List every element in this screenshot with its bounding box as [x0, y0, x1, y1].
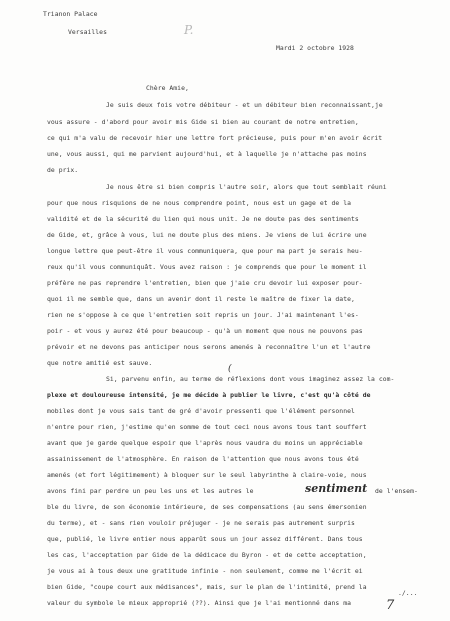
- salutation: Chère Amie,: [146, 84, 189, 92]
- body-line-19: plexe et douloureuse intensité, je me décide à publier le livre, c'est qu'à côté de: [47, 391, 371, 399]
- handwritten-page-number: 7: [386, 598, 395, 613]
- body-line-16: prévoir et ne devons pas anticiper nous serons amenés à reconnaître l'un et l'autre: [47, 343, 371, 351]
- body-line-31: bien Gide, "coupe court aux médisances", mais, sur le plan de l'intimité, prend la: [47, 583, 367, 591]
- body-line-15: poir - et vous y aurez été pour beaucoup - qu'à un moment que nous ne pouvons pas: [47, 327, 363, 335]
- body-line-3: ce qui m'a valu de recevoir hier une lettre fort précieuse, puis pour m'en avoir écrit: [47, 134, 383, 142]
- handwritten-insert: sentiment: [305, 482, 368, 495]
- body-line-6: Je nous être si bien compris l'autre soir, alors que tout semblait réuni: [106, 183, 387, 191]
- body-line-18: Si, parvenu enfin, au terme de réflexions dont vous imaginez assez la com-: [106, 375, 395, 383]
- body-line-20: mobiles dont je vous sais tant de gré d'avoir pressenti que l'élément personnel: [47, 407, 355, 415]
- body-line-13: quoi il me semble que, dans un avenir dont il reste le maître de fixer la date,: [47, 295, 355, 303]
- handwritten-mark: P.: [184, 23, 194, 37]
- body-line-10: longue lettre que peut-être il vous communiquera, que pour ma part je serais heu-: [47, 247, 363, 255]
- body-line-5: de prix.: [47, 166, 79, 174]
- body-line-17: que notre amitié est sauve.: [47, 359, 153, 367]
- body-line-2: vous assure - d'abord pour avoir mis Gide si bien au courant de notre entretien,: [47, 118, 359, 126]
- body-line-9: de Gide, et, grâce à vous, lui ne doute plus des miens. Je viens de lui écrire une: [47, 231, 367, 239]
- body-line-30: je vous ai à tous deux une gratitude infinie - non seulement, comme me l'écrit ei: [47, 567, 363, 575]
- body-line-11: reux qu'il vous communiquât. Vous avez raison : je comprends que pour le moment il: [47, 263, 367, 271]
- body-line-21: n'entre pour rien, j'estime qu'en somme de tout ceci nous avons tous tant souffert: [47, 423, 367, 431]
- body-line-23: assainissement de l'atmosphère. En raison de l'attention que nous avons tous été: [47, 455, 359, 463]
- body-line-4: une, vous aussi, qui me parvient aujourd'hui, et à laquelle je n'attache pas moins: [47, 150, 367, 158]
- body-line-8: validité et de la sécurité du lien qui nous unit. Je ne doute pas des sentiments: [47, 215, 359, 223]
- letterhead-name: Trianon Palace: [43, 10, 98, 18]
- body-line-14: rien ne s'oppose à ce que l'entretien soit repris un jour. J'ai maintenant l'es-: [47, 311, 359, 319]
- body-line-29: les cas, l'acceptation par Gide de la dédicace du Byron - et de cette acceptation,: [47, 551, 367, 559]
- body-line-7: pour que nous risquions de ne nous comprendre point, nous est un gage et de la: [47, 199, 352, 207]
- body-line-32: valeur du symbole le mieux approprié (??). Ainsi que je l'ai mentionné dans ma: [47, 599, 352, 607]
- body-line-22: avant que je garde quelque espoir que l'après nous vaudra du moins un appréciable: [47, 439, 363, 447]
- body-line-26: ble du livre, de son économie intérieure, de ses compensations (au sens émersonien: [47, 503, 367, 511]
- body-line-27: du terme), et - sans rien vouloir préjuger - je ne serais pas autrement surpris: [47, 519, 355, 527]
- body-line-1: Je suis deux fois votre débiteur - et un débiteur bien reconnaissant,je: [106, 101, 383, 109]
- letter-date: Mardi 2 octobre 1928: [276, 44, 354, 52]
- letterhead-city: Versailles: [68, 28, 107, 36]
- body-line-24: amenés (et fort légitimement) à bloquer sur le seul labyrinthe à claire-voie, nous: [47, 471, 367, 479]
- body-line-28: que, publié, le livre entier nous apparût sous un jour assez différent. Dans tous: [47, 535, 363, 543]
- handwritten-caret: (: [228, 364, 232, 374]
- body-line-12: préfère ne pas reprendre l'entretien, bien que j'aie cru devoir lui exposer pour-: [47, 279, 363, 287]
- body-line-25-start: avons fini par perdre un peu les uns et les autres le: [47, 487, 254, 495]
- continuation-mark: ./...: [398, 589, 418, 597]
- body-line-25-end: de l'ensem-: [375, 487, 418, 495]
